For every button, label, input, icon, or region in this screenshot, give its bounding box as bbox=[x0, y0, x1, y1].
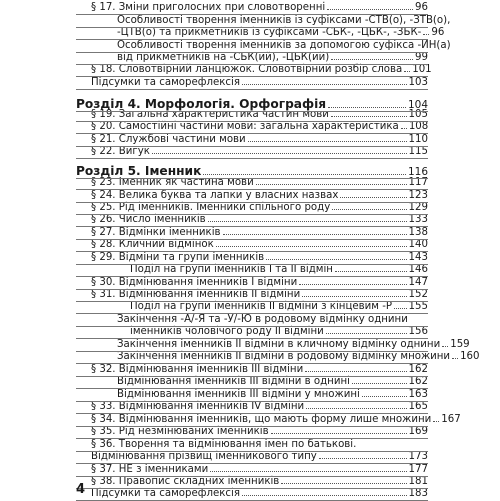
toc-entry-title: Відмінювання іменників III відміни у множині bbox=[117, 389, 360, 400]
row-divider bbox=[76, 476, 428, 477]
leader-dots bbox=[216, 246, 407, 247]
leader-dots bbox=[242, 84, 407, 85]
leader-dots bbox=[242, 495, 407, 496]
toc-entry bbox=[91, 451, 428, 463]
row-divider bbox=[76, 376, 428, 377]
row-divider bbox=[76, 313, 428, 314]
toc-page-number: 160 bbox=[460, 351, 480, 362]
toc-entry bbox=[91, 146, 428, 158]
toc-page-number: 162 bbox=[408, 364, 428, 375]
toc-subentry bbox=[130, 301, 428, 313]
toc-entry-title: Закінчення -А/-Я та -У/-Ю в родовому відмінку однини bbox=[117, 314, 408, 325]
row-divider bbox=[76, 338, 428, 339]
toc-page-number: 117 bbox=[408, 177, 428, 188]
leader-dots bbox=[203, 174, 406, 175]
row-divider bbox=[76, 27, 428, 28]
leader-dots bbox=[331, 59, 413, 60]
row-divider bbox=[76, 401, 428, 402]
toc-entry-title: § 29. Відміни та групи іменників bbox=[91, 252, 265, 263]
toc-entry-title: § 21. Службові частини мови bbox=[91, 134, 246, 145]
toc-page-number: 133 bbox=[408, 214, 428, 225]
toc-entry bbox=[91, 426, 428, 438]
toc-entry-title: § 30. Відмінювання іменників I відміни bbox=[91, 277, 298, 288]
row-divider bbox=[76, 202, 428, 203]
toc-page-number: 110 bbox=[408, 134, 428, 145]
leader-dots bbox=[442, 346, 448, 347]
toc-entry-title: § 31. Відмінювання іменників II відміни bbox=[91, 289, 301, 300]
toc-entry bbox=[91, 227, 428, 239]
toc-entry-title: § 32. Відмінювання іменників III відміни bbox=[91, 364, 304, 375]
toc-page-number: 169 bbox=[408, 426, 428, 437]
leader-dots bbox=[423, 34, 429, 35]
toc-entry-title: Підсумки та саморефлексія bbox=[91, 77, 240, 88]
row-divider bbox=[76, 214, 428, 215]
toc-entry-title: § 27. Відмінки іменників bbox=[91, 227, 221, 238]
leader-dots bbox=[352, 383, 407, 384]
toc-page-number: 152 bbox=[408, 289, 428, 300]
toc-page-number: 96 bbox=[415, 2, 428, 13]
leader-dots bbox=[328, 107, 406, 108]
leader-dots bbox=[305, 371, 406, 372]
row-divider bbox=[76, 89, 428, 90]
leader-dots bbox=[306, 408, 406, 409]
row-divider bbox=[76, 226, 428, 227]
toc-page-number: 181 bbox=[408, 476, 428, 487]
leader-dots bbox=[271, 433, 407, 434]
leader-dots bbox=[404, 71, 410, 72]
leader-dots bbox=[326, 333, 407, 334]
toc-page-number: 138 bbox=[408, 227, 428, 238]
leader-dots bbox=[248, 141, 407, 142]
row-divider bbox=[76, 76, 428, 77]
row-divider bbox=[76, 388, 428, 389]
toc-entry bbox=[91, 239, 428, 251]
toc-page-number: 105 bbox=[408, 109, 428, 120]
leader-dots bbox=[299, 284, 406, 285]
row-divider bbox=[76, 121, 428, 122]
toc-entry-title: § 18. Словотвірний ланцюжок. Словотвірний розбір слова bbox=[91, 64, 403, 75]
toc-entry-title: § 22. Вигук bbox=[91, 146, 150, 157]
toc-entry-title: § 37. НЕ з іменниками bbox=[91, 464, 209, 475]
row-divider bbox=[76, 488, 428, 489]
toc-entry-title: § 23. Іменник як частина мови bbox=[91, 177, 254, 188]
toc-page-number: 165 bbox=[408, 401, 428, 412]
leader-dots bbox=[302, 296, 406, 297]
toc-entry-title: Розділ 5. Іменник bbox=[76, 164, 202, 178]
toc-entry bbox=[91, 214, 428, 226]
row-divider bbox=[76, 146, 428, 147]
toc-page-number: 108 bbox=[408, 121, 429, 132]
toc-entry bbox=[91, 414, 461, 426]
toc-entry-title: Особливості творення іменників за допомогою суфікса -ИН(а) bbox=[117, 40, 451, 51]
toc-entry-title: Закінчення іменників II відміни в кличному відмінку однини bbox=[117, 339, 441, 350]
toc-entry-title: § 38. Правопис складних іменників bbox=[91, 476, 280, 487]
leader-dots bbox=[266, 259, 406, 260]
row-divider bbox=[76, 276, 428, 277]
toc-entry-title: § 25. Рід іменників. Іменники спільного роду bbox=[91, 202, 331, 213]
row-divider bbox=[76, 111, 428, 112]
toc-page-number: 143 bbox=[408, 252, 428, 263]
toc-entry bbox=[91, 190, 428, 202]
toc-entry bbox=[91, 64, 432, 76]
toc-page-number: 101 bbox=[412, 64, 432, 75]
leader-dots bbox=[210, 471, 406, 472]
toc-entry-title: § 19. Загальна характеристика частин мови bbox=[91, 109, 329, 120]
toc-entry-title: § 24. Велика буква та лапки у власних назвах bbox=[91, 190, 339, 201]
leader-dots bbox=[152, 153, 407, 154]
row-divider bbox=[76, 363, 428, 364]
toc-entry bbox=[91, 464, 428, 476]
leader-dots bbox=[401, 128, 407, 129]
row-divider bbox=[76, 463, 428, 464]
toc-subentry bbox=[117, 351, 480, 363]
row-divider bbox=[76, 39, 428, 40]
leader-dots bbox=[256, 184, 407, 185]
toc-page-number: 146 bbox=[408, 264, 428, 275]
toc-page-number: 115 bbox=[408, 146, 428, 157]
toc-page-number: 155 bbox=[408, 301, 428, 312]
row-divider bbox=[76, 64, 428, 65]
toc-entry bbox=[91, 77, 428, 89]
toc-entry-title: § 34. Відмінювання іменників, що мають форму лише множини bbox=[91, 414, 432, 425]
toc-entry-title: іменників чоловічого роду II відміни bbox=[130, 326, 324, 337]
toc-entry-title: § 20. Самостійні частини мови: загальна характеристика bbox=[91, 121, 399, 132]
toc-entry-title: Підсумки та саморефлексія bbox=[91, 488, 240, 499]
toc-entry-title: Особливості творення іменників із суфіксами -СТВ(о), -ЗТВ(о), bbox=[117, 15, 451, 26]
page-number: 4 bbox=[76, 482, 86, 497]
leader-dots bbox=[281, 483, 406, 484]
row-divider bbox=[76, 251, 428, 252]
toc-entry-title: § 17. Зміни приголосних при словотворенні bbox=[91, 2, 326, 13]
toc-subentry bbox=[117, 52, 428, 64]
row-divider bbox=[76, 451, 428, 452]
toc-entry-title: § 26. Число іменників bbox=[91, 214, 206, 225]
toc-page-number: 159 bbox=[450, 339, 470, 350]
toc-page-number: 96 bbox=[431, 27, 445, 38]
toc-entry-title: -ЦТВ(о) та прикметників із суфіксами -СЬК-, -ЦЬК-, -ЗЬК- bbox=[117, 27, 422, 38]
toc-entry bbox=[91, 252, 428, 264]
toc-page-number: 116 bbox=[407, 166, 428, 178]
toc-page-number: 104 bbox=[407, 99, 428, 111]
toc-page-number: 156 bbox=[408, 326, 428, 337]
toc-entry-title: від прикметників на -СЬК(ий), -ЦЬК(ий) bbox=[117, 52, 330, 63]
toc-entry-title: Розділ 4. Морфологія. Орфографія bbox=[76, 97, 327, 111]
leader-dots bbox=[332, 209, 406, 210]
leader-dots bbox=[433, 421, 439, 422]
row-divider bbox=[76, 301, 428, 302]
row-divider bbox=[76, 351, 428, 352]
toc-entry bbox=[91, 401, 428, 413]
toc-entry bbox=[91, 121, 428, 133]
toc-entry-title: § 33. Відмінювання іменників IV відміни bbox=[91, 401, 305, 412]
toc-page-number: 99 bbox=[415, 52, 428, 63]
leader-dots bbox=[340, 197, 406, 198]
toc-subentry bbox=[117, 27, 445, 39]
toc-subentry bbox=[117, 15, 451, 27]
leader-dots bbox=[319, 458, 407, 459]
leader-dots bbox=[223, 234, 407, 235]
toc-page-number: 140 bbox=[408, 239, 428, 250]
toc-subentry bbox=[117, 339, 470, 351]
leader-dots bbox=[452, 358, 458, 359]
toc-entry bbox=[91, 289, 428, 301]
toc-subentry bbox=[117, 314, 428, 326]
row-divider bbox=[76, 14, 428, 15]
toc-subentry bbox=[130, 264, 428, 276]
toc-entry bbox=[91, 2, 428, 14]
toc-entry bbox=[91, 202, 428, 214]
toc-entry bbox=[91, 439, 428, 451]
row-divider bbox=[76, 413, 428, 414]
toc-subentry bbox=[117, 389, 428, 401]
toc-page-number: 173 bbox=[408, 451, 428, 462]
leader-dots bbox=[331, 116, 407, 117]
row-divider bbox=[76, 426, 428, 427]
toc-page-number: 123 bbox=[408, 190, 428, 201]
toc-entry bbox=[91, 134, 428, 146]
leader-dots bbox=[362, 396, 407, 397]
toc-entry-title: Поділ на групи іменників II відміни з кінцевим -Р bbox=[130, 301, 393, 312]
toc-page-number: 163 bbox=[408, 389, 428, 400]
row-divider bbox=[76, 158, 428, 159]
toc-entry bbox=[91, 488, 428, 500]
row-divider bbox=[76, 289, 428, 290]
toc-entry-title: § 36. Творення та відмінювання імен по батькові. bbox=[91, 439, 357, 450]
toc-chapter bbox=[76, 164, 428, 178]
toc-entry-title: § 28. Кличний відмінок bbox=[91, 239, 214, 250]
toc-page-number: 167 bbox=[441, 414, 461, 425]
toc-page-number: 177 bbox=[408, 464, 428, 475]
row-divider bbox=[76, 189, 428, 190]
toc-entry bbox=[91, 364, 428, 376]
row-divider bbox=[76, 239, 428, 240]
toc-page-number: 162 bbox=[408, 376, 428, 387]
toc-entry-title: Відмінювання іменників III відміни в однині bbox=[117, 376, 350, 387]
toc-page-number: 103 bbox=[408, 77, 428, 88]
leader-dots bbox=[208, 221, 407, 222]
toc-subentry bbox=[130, 326, 428, 338]
row-divider bbox=[76, 52, 428, 53]
toc-subentry bbox=[117, 40, 451, 52]
toc-page-number: 147 bbox=[408, 277, 428, 288]
row-divider bbox=[76, 178, 428, 179]
row-divider bbox=[76, 264, 428, 265]
toc-entry-title: Відмінювання прізвищ іменникового типу bbox=[91, 451, 317, 462]
row-divider bbox=[76, 438, 428, 439]
toc-entry bbox=[91, 277, 428, 289]
leader-dots bbox=[335, 271, 407, 272]
toc-entry-title: § 35. Рід незмінюваних іменників bbox=[91, 426, 269, 437]
toc-page-number: 183 bbox=[408, 488, 428, 499]
toc-entry-title: Поділ на групи іменників I та II відмін bbox=[130, 264, 333, 275]
row-divider bbox=[76, 133, 428, 134]
toc-entry-title: Закінчення іменників II відміни в родовому відмінку множини bbox=[117, 351, 451, 362]
row-divider bbox=[76, 326, 428, 327]
toc-page-number: 129 bbox=[408, 202, 428, 213]
toc-entry bbox=[91, 476, 428, 488]
toc-subentry bbox=[117, 376, 428, 388]
leader-dots bbox=[394, 308, 407, 309]
leader-dots bbox=[327, 9, 413, 10]
